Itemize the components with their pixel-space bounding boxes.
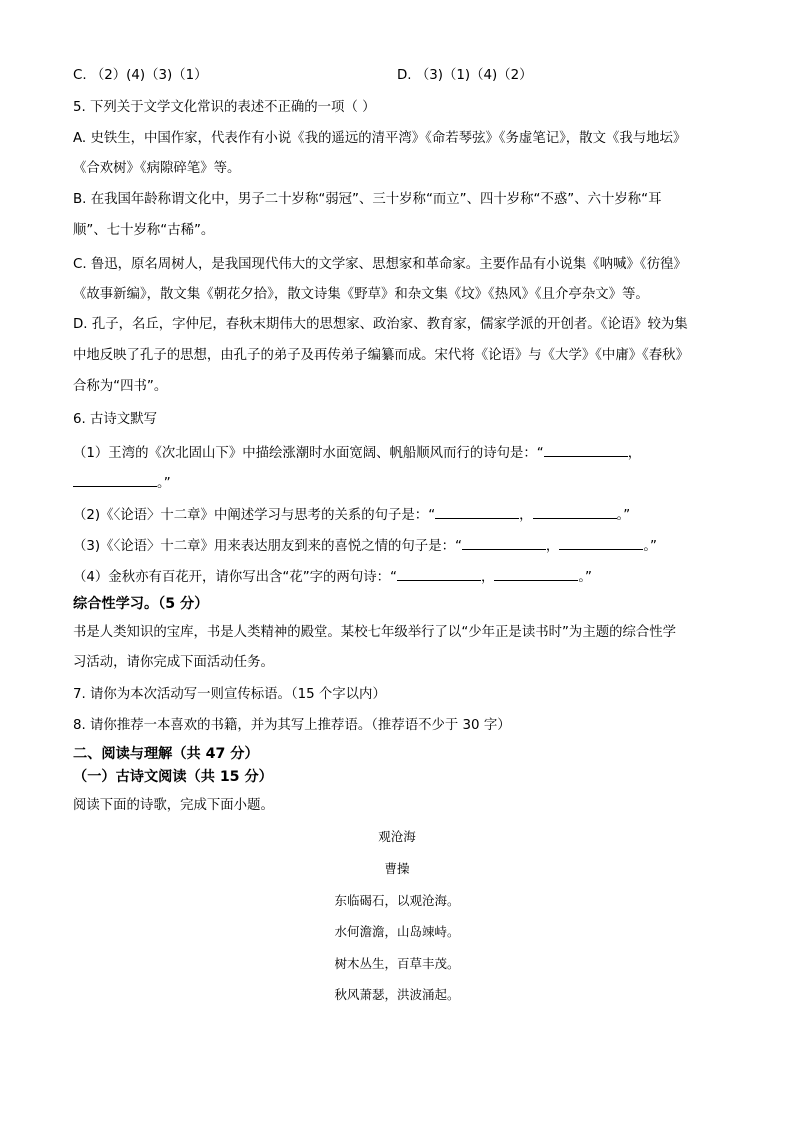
answer-blank[interactable] <box>544 443 628 457</box>
q5-stem: 5. 下列关于文学文化常识的表述不正确的一项（ ） <box>73 100 376 115</box>
section-two-heading: 二、阅读与理解（共 47 分） <box>73 746 259 762</box>
comprehensive-intro-line1: 书是人类知识的宝库，书是人类精神的殿堂。某校七年级举行了以“少年正是读书时”为主题的综合性学 <box>73 625 677 640</box>
q6-part4-comma: ， <box>480 570 495 585</box>
poem-line: 水何澹澹，山岛竦峙。 <box>334 924 460 939</box>
q6-part4 <box>73 567 592 587</box>
q4-option-d: D. （3)（1)（4)（2） <box>397 68 533 83</box>
q6-part1-prompt: （1）王湾的《次北固山下》中描绘涨潮时水面宽阔、帆船顺风而行的诗句是：“ <box>73 446 544 461</box>
q6-part4-end: 。” <box>578 570 592 585</box>
q6-title: 6. 古诗文默写 <box>73 412 157 427</box>
q6-part1-comma: ， <box>627 446 642 461</box>
poem-line: 树木丛生，百草丰茂。 <box>334 956 460 971</box>
q5-option-d-line1: D. 孔子，名丘，字仲尼，春秋末期伟大的思想家、政治家、教育家，儒家学派的开创者。《论语》较为集 <box>73 317 688 332</box>
q6-part2-prompt: （2)《〈论语〉十二章》中阐述学习与思考的关系的句子是：“ <box>73 508 436 523</box>
poem-line: 秋风萧瑟，洪波涌起。 <box>334 987 460 1002</box>
q6-part2 <box>73 505 630 525</box>
answer-blank[interactable] <box>397 567 481 581</box>
answer-blank[interactable] <box>559 536 643 550</box>
q6-part3 <box>73 536 657 556</box>
poem-author: 曹操 <box>384 861 410 876</box>
answer-blank[interactable] <box>462 536 546 550</box>
answer-blank[interactable] <box>73 473 157 487</box>
q6-part2-end: 。” <box>616 508 631 523</box>
answer-blank[interactable] <box>533 505 617 519</box>
q8-text: 8. 请你推荐一本喜欢的书籍，并为其写上推荐语。（推荐语不少于 30 字） <box>73 718 511 733</box>
q7-text: 7. 请你为本次活动写一则宣传标语。（15 个字以内） <box>73 687 386 702</box>
q6-part2-comma: ， <box>519 508 533 523</box>
poem-title: 观沧海 <box>378 829 416 844</box>
q5-option-a-line2: 《合欢树》《病隙碎笔》等。 <box>73 161 241 176</box>
comprehensive-intro-line2: 习活动，请你完成下面活动任务。 <box>73 655 274 670</box>
q5-option-b-line2: 顺”、七十岁称“古稀”。 <box>73 223 215 238</box>
q5-option-d-line2: 中地反映了孔子的思想，由孔子的弟子及再传弟子编纂而成。宋代将《论语》与《大学》《中庸》《春秋》 <box>73 348 689 363</box>
q5-option-c-line1: C. 鲁迅，原名周树人，是我国现代伟大的文学家、思想家和革命家。主要作品有小说集《呐喊》《彷徨》 <box>73 257 687 272</box>
q6-part4-prompt: （4）金秋亦有百花开，请你写出含“花”字的两句诗：“ <box>73 570 397 585</box>
q4-option-c: C. （2）(4)（3)（1） <box>73 68 208 83</box>
q6-part3-prompt: （3)《〈论语〉十二章》用来表达朋友到来的喜悦之情的句子是：“ <box>73 539 462 554</box>
poem-line: 东临碣石，以观沧海。 <box>334 893 460 908</box>
q6-part1-line2 <box>73 473 171 493</box>
answer-blank[interactable] <box>494 567 578 581</box>
q6-part3-comma: ， <box>545 539 560 554</box>
comprehensive-study-heading: 综合性学习。（5 分） <box>73 596 209 612</box>
q5-option-a-line1: A. 史铁生，中国作家，代表作有小说《我的遥远的清平湾》《命若琴弦》《务虚笔记》，散文《我与地坛》 <box>73 131 687 146</box>
q6-part1-end: 。” <box>157 476 171 491</box>
q6-part3-end: 。” <box>643 539 657 554</box>
poetry-reading-subheading: （一）古诗文阅读（共 15 分） <box>73 769 273 785</box>
q5-option-b-line1: B. 在我国年龄称谓文化中，男子二十岁称“弱冠”、三十岁称“而立”、四十岁称“不惑”、六十岁称“耳 <box>73 192 662 207</box>
q5-option-d-line3: 合称为“四书”。 <box>73 379 168 394</box>
q5-option-c-line2: 《故事新编》，散文集《朝花夕拾》，散文诗集《野草》和杂文集《坟》《热风》《且介亭杂文》等。 <box>73 287 649 302</box>
answer-blank[interactable] <box>435 505 519 519</box>
q6-part1-line1 <box>73 443 641 463</box>
reading-instruction: 阅读下面的诗歌，完成下面小题。 <box>73 798 274 813</box>
